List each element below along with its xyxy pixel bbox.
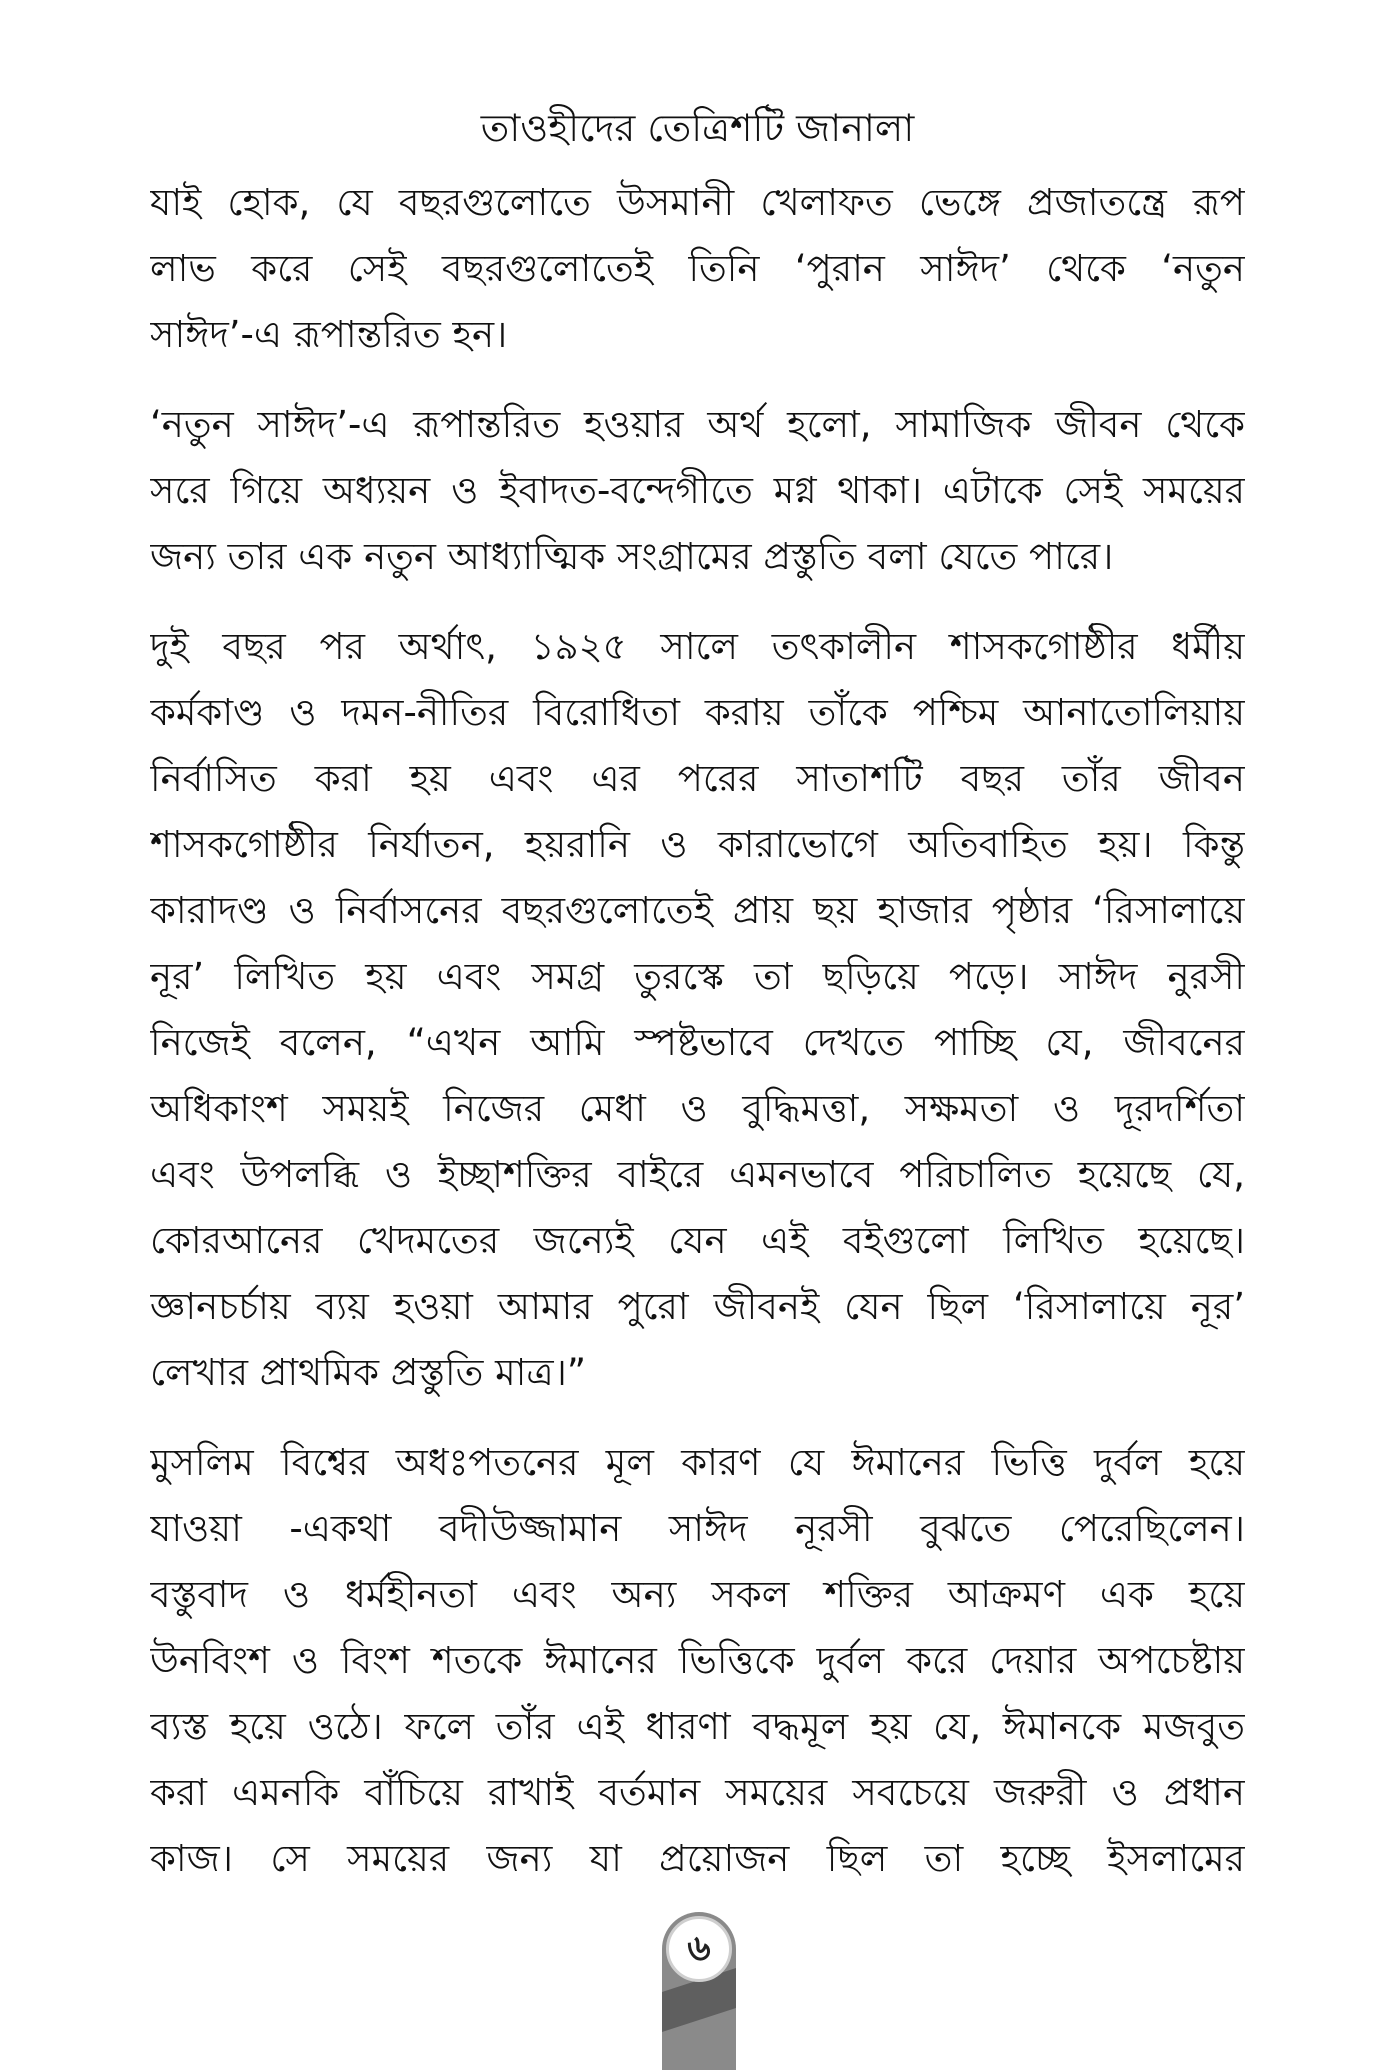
text-line: জন্য তার এক নতুন আধ্যাত্মিক সংগ্রামের প্রস্তুতি বলা যেতে পারে। bbox=[150, 535, 1114, 578]
text-line: উনবিংশ ও বিংশ শতকে ঈমানের ভিত্তিকে দুর্বল করে দেয়ার অপচেষ্টায় bbox=[150, 1639, 1245, 1682]
text-line: কাজ। সে সময়ের জন্য যা প্রয়োজন ছিল তা হচ্ছে ইসলামের bbox=[150, 1837, 1245, 1880]
paragraph-3 bbox=[150, 614, 1245, 1406]
text-line: জ্ঞানচর্চায় ব্যয় হওয়া আমার পুরো জীবনই যেন ছিল ‘রিসালায়ে নূর’ bbox=[150, 1285, 1245, 1328]
text-line: যাই হোক, যে বছরগুলোতে উসমানী খেলাফত ভেঙ্গে প্রজাতন্ত্রে রূপ bbox=[150, 181, 1245, 224]
text-line: দুই বছর পর অর্থাৎ, ১৯২৫ সালে তৎকালীন শাসকগোষ্ঠীর ধর্মীয় bbox=[150, 625, 1245, 668]
page-number: ৬ bbox=[666, 1916, 732, 1982]
text-line: কর্মকাণ্ড ও দমন-নীতির বিরোধিতা করায় তাঁকে পশ্চিম আনাতোলিয়ায় bbox=[150, 691, 1245, 734]
paragraph-1 bbox=[150, 170, 1245, 368]
text-line: কোরআনের খেদমতের জন্যেই যেন এই বইগুলো লিখিত হয়েছে। bbox=[150, 1219, 1245, 1262]
text-line: নূর’ লিখিত হয় এবং সমগ্র তুরস্কে তা ছড়িয়ে পড়ে। সাঈদ নুরসী bbox=[150, 955, 1245, 998]
text-line: ব্যস্ত হয়ে ওঠে। ফলে তাঁর এই ধারণা বদ্ধমূল হয় যে, ঈমানকে মজবুত bbox=[150, 1705, 1245, 1748]
text-line: কারাদণ্ড ও নির্বাসনের বছরগুলোতেই প্রায় ছয় হাজার পৃষ্ঠার ‘রিসালায়ে bbox=[150, 889, 1245, 932]
text-line: মুসলিম বিশ্বের অধঃপতনের মূল কারণ যে ঈমানের ভিত্তি দুর্বল হয়ে bbox=[150, 1441, 1245, 1484]
text-line: করা এমনকি বাঁচিয়ে রাখাই বর্তমান সময়ের সবচেয়ে জরুরী ও প্রধান bbox=[150, 1771, 1245, 1814]
paragraph-2 bbox=[150, 392, 1245, 590]
body-text bbox=[150, 170, 1245, 1916]
text-line: সাঈদ’-এ রূপান্তরিত হন। bbox=[150, 313, 508, 356]
text-line: নির্বাসিত করা হয় এবং এর পরের সাতাশটি বছর তাঁর জীবন bbox=[150, 757, 1245, 800]
text-line: যাওয়া -একথা বদীউজ্জামান সাঈদ নূরসী বুঝতে পেরেছিলেন। bbox=[150, 1507, 1245, 1550]
text-line: সরে গিয়ে অধ্যয়ন ও ইবাদত-বন্দেগীতে মগ্ন থাকা। এটাকে সেই সময়ের bbox=[150, 469, 1245, 512]
paragraph-4 bbox=[150, 1430, 1245, 1892]
running-header: তাওহীদের তেত্রিশটি জানালা bbox=[480, 106, 915, 150]
text-line: অধিকাংশ সময়ই নিজের মেধা ও বুদ্ধিমত্তা, সক্ষমতা ও দূরদর্শিতা bbox=[150, 1087, 1245, 1130]
text-line: ‘নতুন সাঈদ’-এ রূপান্তরিত হওয়ার অর্থ হলো, সামাজিক জীবন থেকে bbox=[150, 403, 1245, 446]
text-line: নিজেই বলেন, “এখন আমি স্পষ্টভাবে দেখতে পাচ্ছি যে, জীবনের bbox=[150, 1021, 1245, 1064]
text-line: লাভ করে সেই বছরগুলোতেই তিনি ‘পুরান সাঈদ’ থেকে ‘নতুন bbox=[150, 247, 1245, 290]
text-line: শাসকগোষ্ঠীর নির্যাতন, হয়রানি ও কারাভোগে অতিবাহিত হয়। কিন্তু bbox=[150, 823, 1245, 866]
text-line: এবং উপলব্ধি ও ইচ্ছাশক্তির বাইরে এমনভাবে পরিচালিত হয়েছে যে, bbox=[150, 1153, 1245, 1196]
text-line: লেখার প্রাথমিক প্রস্তুতি মাত্র।” bbox=[150, 1351, 587, 1394]
text-line: বস্তুবাদ ও ধর্মহীনতা এবং অন্য সকল শক্তির আক্রমণ এক হয়ে bbox=[150, 1573, 1245, 1616]
